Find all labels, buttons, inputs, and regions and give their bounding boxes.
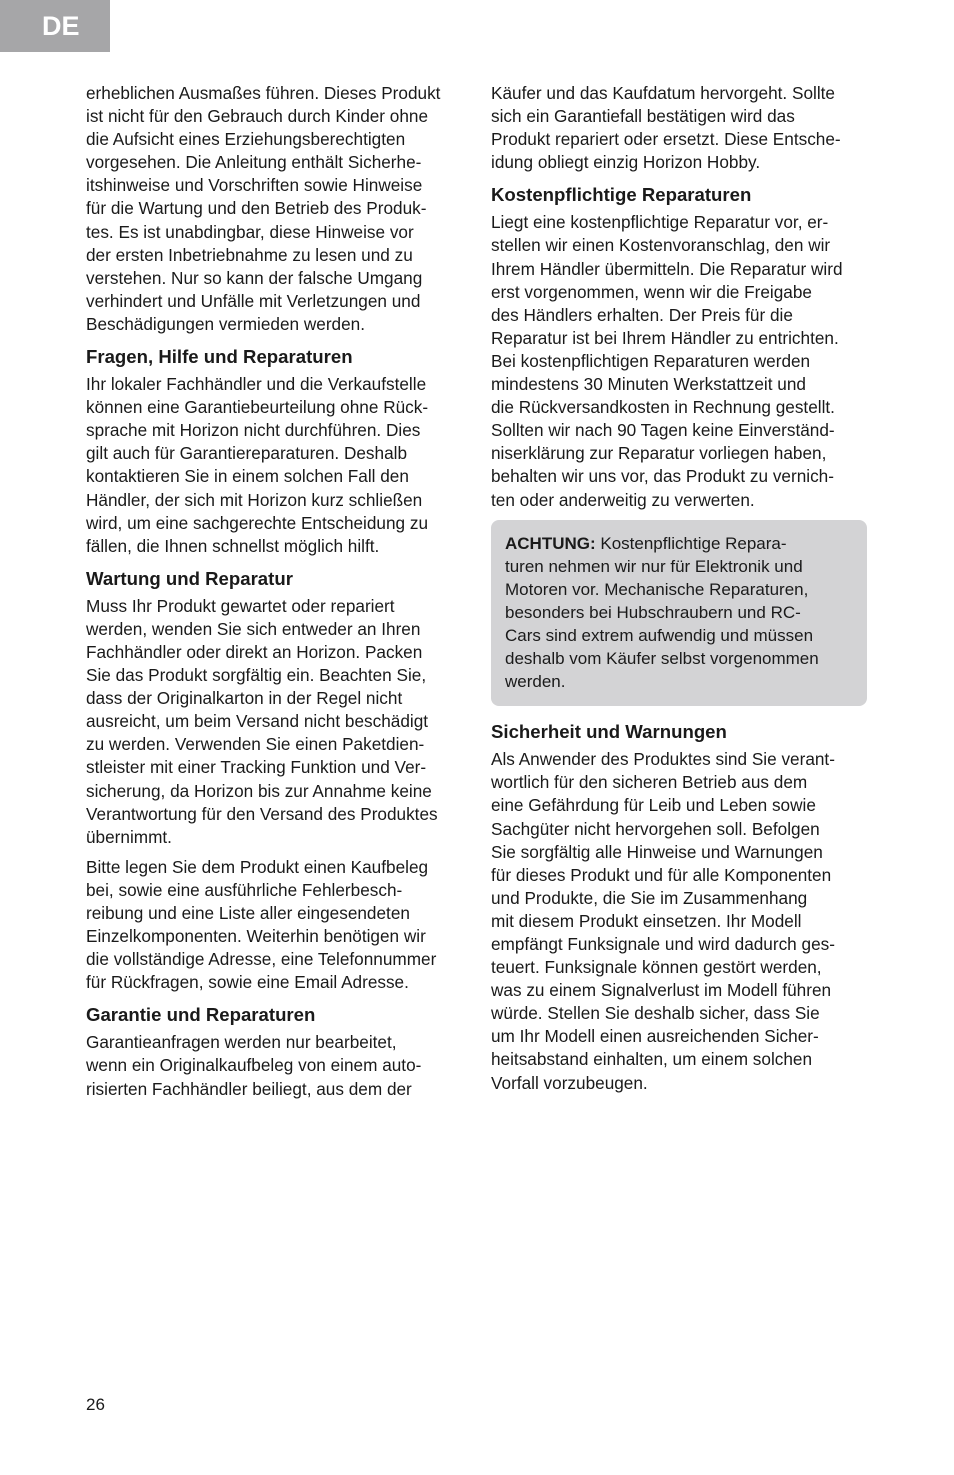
text-line: der ersten Inbetriebnahme zu lesen und zu	[86, 244, 413, 265]
text-line: Liegt eine kostenpflichtige Reparatur vor, er-	[491, 212, 829, 233]
text-line: was zu einem Signalverlust im Modell führen	[491, 980, 832, 1001]
text-line: heitsabstand einhalten, um einem solchen	[491, 1049, 813, 1070]
maintenance-paragraph-2	[86, 856, 464, 995]
text-line: Cars sind extrem aufwendig und müssen	[505, 625, 814, 645]
text-line: um Ihr Modell einen ausreichenden Sicher-	[491, 1026, 819, 1047]
heading-safety-warnings: Sicherheit und Warnungen	[491, 721, 727, 743]
text-line: würde. Stellen Sie deshalb sicher, dass Sie	[491, 1003, 820, 1024]
text-line: die Aufsicht eines Erziehungsberechtigten	[86, 129, 406, 150]
text-line: Bitte legen Sie dem Produkt einen Kaufbeleg	[86, 856, 429, 877]
attention-notice-box	[491, 520, 867, 707]
text-line: verstehen. Nur so kann der falsche Umgang	[86, 267, 423, 288]
text-line: Reparatur ist bei Ihrem Händler zu entrichten.	[491, 327, 839, 348]
warranty-continuation-paragraph	[491, 82, 867, 174]
heading-warranty-repairs: Garantie und Reparaturen	[86, 1004, 316, 1026]
attention-keyword: ACHTUNG:	[505, 533, 596, 553]
text-line: zu werden. Verwenden Sie einen Paketdien-	[86, 734, 425, 755]
text-line: Garantieanfragen werden nur bearbeitet,	[86, 1032, 397, 1053]
text-line: idung obliegt einzig Horizon Hobby.	[491, 152, 761, 173]
warranty-paragraph	[86, 1031, 464, 1100]
text-line: itshinweise und Vorschriften sowie Hinweise	[86, 175, 423, 196]
safety-paragraph	[491, 748, 867, 1094]
text-line: risierten Fachhändler beiliegt, aus dem der	[86, 1078, 412, 1099]
text-line: stleister mit einer Tracking Funktion und Ver-	[86, 757, 427, 778]
text-line: Sie sorgfältig alle Hinweise und Warnungen	[491, 841, 823, 862]
text-line: turen nehmen wir nur für Elektronik und	[505, 556, 803, 576]
text-line: tes. Es ist unabdingbar, diese Hinweise vor	[86, 221, 414, 242]
text-line: sich ein Garantiefall bestätigen wird das	[491, 106, 795, 127]
text-line: erst vorgenommen, wenn wir die Freigabe	[491, 281, 812, 302]
text-line: verhindert und Unfälle mit Verletzungen und	[86, 290, 421, 311]
text-line: behalten wir uns vor, das Produkt zu vernich-	[491, 466, 834, 487]
text-line: werden.	[505, 672, 566, 692]
text-line: Käufer und das Kaufdatum hervorgeht. Sollte	[491, 83, 835, 103]
text-line: kontaktieren Sie in einem solchen Fall den	[86, 466, 409, 487]
text-line: Motoren vor. Mechanische Reparaturen,	[505, 579, 809, 599]
text-line: Fachhändler oder direkt an Horizon. Packen	[86, 641, 423, 662]
text-line: sicherung, da Horizon bis zur Annahme keine	[86, 780, 432, 801]
page-number: 26	[86, 1395, 105, 1414]
questions-paragraph	[86, 373, 464, 558]
text-line: können eine Garantiebeurteilung ohne Rück-	[86, 397, 429, 418]
maintenance-paragraph-1	[86, 595, 464, 849]
text-line: sprache mit Horizon nicht durchführen. Dies	[86, 420, 421, 441]
left-column	[86, 82, 464, 1108]
text-line: deshalb vom Käufer selbst vorgenommen	[505, 649, 819, 669]
text-line: teuert. Funksignale können gestört werden,	[491, 957, 822, 978]
text-line: gilt auch für Garantiereparaturen. Deshalb	[86, 443, 408, 464]
text-line: für dieses Produkt und für alle Komponenten	[491, 864, 832, 885]
language-tab: DE	[0, 0, 110, 52]
text-line: Händler, der sich mit Horizon kurz schließen	[86, 489, 423, 510]
intro-paragraph	[86, 82, 464, 336]
text-line: Sollten wir nach 90 Tagen keine Einverständ-	[491, 420, 835, 441]
text-line: bei, sowie eine ausführliche Fehlerbesch-	[86, 879, 403, 900]
heading-paid-repairs: Kostenpflichtige Reparaturen	[491, 184, 752, 206]
text-line: besonders bei Hubschraubern und RC-	[505, 602, 801, 622]
text-line: ist nicht für den Gebrauch durch Kinder ohne	[86, 106, 429, 127]
paid-repairs-paragraph	[491, 211, 867, 511]
text-line: niserklärung zur Reparatur vorliegen haben,	[491, 443, 827, 464]
text-line: empfängt Funksignale und wird dadurch ges-	[491, 934, 835, 954]
text-line: Ihr lokaler Fachhändler und die Verkaufstelle	[86, 374, 427, 395]
text-line: des Händlers erhalten. Der Preis für die	[491, 304, 793, 325]
text-line: übernimmt.	[86, 826, 172, 847]
text-line: und Produkte, die Sie im Zusammenhang	[491, 887, 808, 908]
text-line: vorgesehen. Die Anleitung enthält Sicherhe-	[86, 152, 422, 173]
text-line: für die Wartung und den Betrieb des Produk-	[86, 198, 427, 219]
heading-maintenance-repair: Wartung und Reparatur	[86, 567, 293, 589]
text-line: Beschädigungen vermieden werden.	[86, 313, 366, 334]
text-line: mindestens 30 Minuten Werkstattzeit und	[491, 374, 806, 395]
text-line: eine Gefährdung für Leib und Leben sowie	[491, 795, 816, 816]
text-line: Ihrem Händler übermitteln. Die Reparatur wird	[491, 258, 843, 279]
text-line: wortlich für den sicheren Betrieb aus dem	[491, 772, 808, 793]
text-line: wenn ein Originalkaufbeleg von einem auto-	[86, 1055, 422, 1076]
text-line: dass der Originalkarton in der Regel nicht	[86, 688, 403, 709]
text-line: Produkt repariert oder ersetzt. Diese Entsche-	[491, 129, 841, 150]
text-line: Verantwortung für den Versand des Produktes	[86, 803, 438, 824]
text-line: werden, wenden Sie sich entweder an Ihren	[86, 618, 421, 639]
heading-questions-help-repairs: Fragen, Hilfe und Reparaturen	[86, 346, 353, 368]
text-line: für Rückfragen, sowie eine Email Adresse.	[86, 972, 409, 993]
text-line: ten oder anderweitig zu verwerten.	[491, 489, 755, 510]
text-line: Einzelkomponenten. Weiterhin benötigen wir	[86, 926, 426, 947]
text-line: ausreicht, um beim Versand nicht beschädigt	[86, 711, 429, 732]
text-line: Vorfall vorzubeugen.	[491, 1072, 648, 1093]
right-column	[491, 82, 867, 1102]
text-line: Muss Ihr Produkt gewartet oder repariert	[86, 595, 395, 616]
text-line: Sachgüter nicht hervorgehen soll. Befolgen	[491, 818, 820, 839]
text-line: die Rückversandkosten in Rechnung gestellt.	[491, 397, 835, 418]
text-line: Sie das Produkt sorgfältig ein. Beachten Sie,	[86, 665, 427, 686]
text-line: die vollständige Adresse, eine Telefonnummer	[86, 949, 437, 970]
text-line: Bei kostenpflichtigen Reparaturen werden	[491, 350, 811, 371]
notice-first-line	[505, 532, 853, 555]
text-line: mit diesem Produkt einsetzen. Ihr Modell	[491, 910, 802, 931]
text-line: wird, um eine sachgerechte Entscheidung zu	[86, 512, 429, 533]
notice-text: Kostenpflichtige Repara-	[595, 533, 787, 553]
text-line: reibung und eine Liste aller eingesendeten	[86, 903, 410, 923]
text-line: stellen wir einen Kostenvoranschlag, den wir	[491, 235, 831, 256]
text-line: Als Anwender des Produktes sind Sie verant-	[491, 749, 835, 770]
text-line: fällen, die Ihnen schnellst möglich hilft.	[86, 535, 380, 556]
text-line: erheblichen Ausmaßes führen. Dieses Produkt	[86, 83, 441, 103]
